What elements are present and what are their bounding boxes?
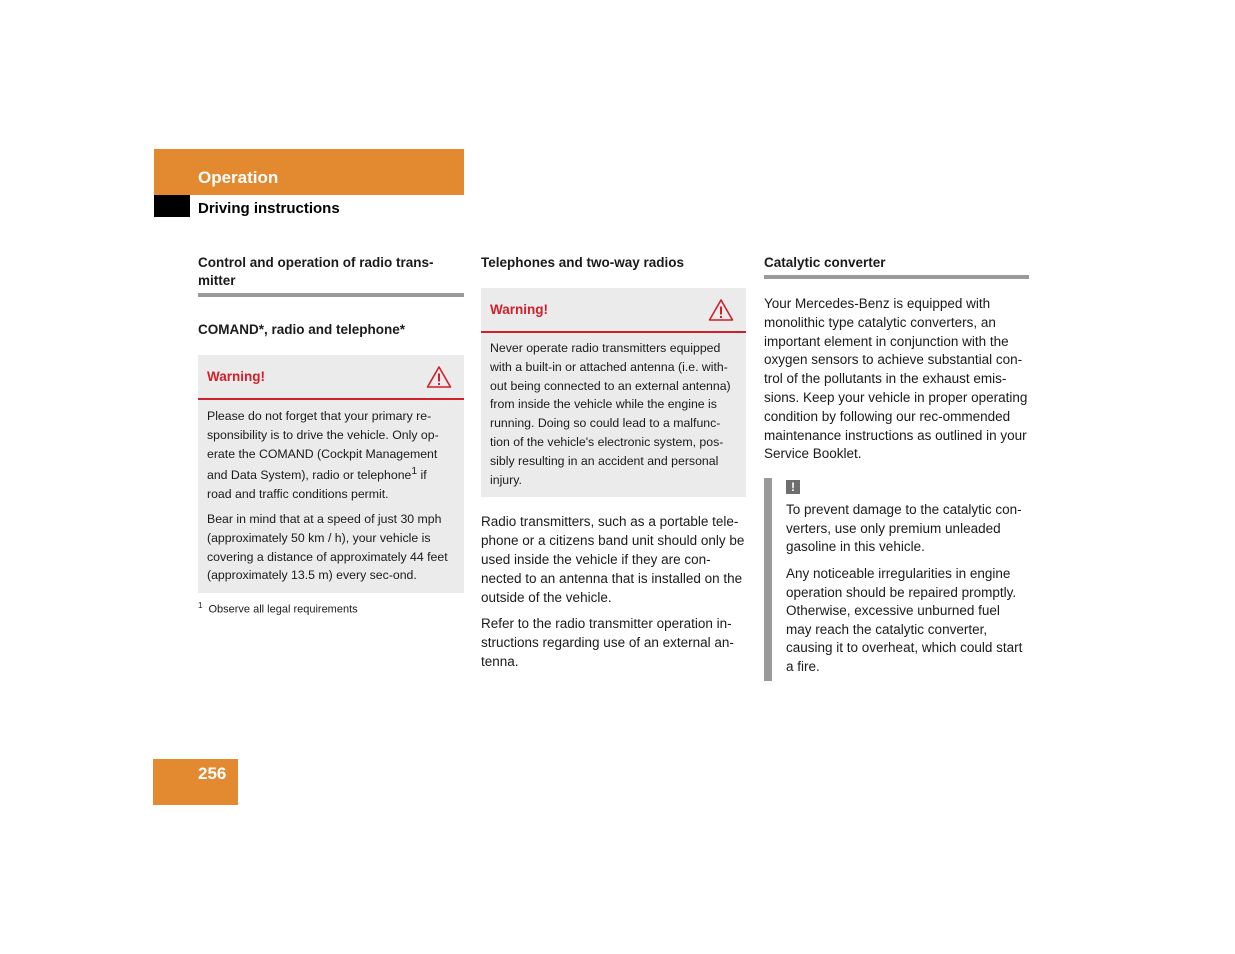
warning-body — [481, 333, 746, 497]
heading-catalytic-converter: Catalytic converter — [764, 254, 1029, 279]
note-box-catalytic — [764, 478, 1029, 680]
heading-radio-transmitter: Control and operation of radio trans-mitter — [198, 254, 464, 297]
footnote-text: Observe all legal requirements — [208, 603, 358, 616]
footnote-mark: 1 — [198, 601, 203, 611]
section-title: Operation — [198, 168, 279, 187]
warning-triangle-icon — [708, 298, 734, 322]
column-radio-transmitter — [198, 254, 464, 617]
footnote-reference: 1 — [411, 466, 418, 478]
warning-text: Please do not forget that your primary re-sponsibility is to drive the vehicle. Only op-erate the COMAND (Cockpit Management and Data System), radio or telephone — [207, 409, 439, 483]
exclamation-box-icon: ! — [786, 480, 800, 494]
warning-title: Warning! — [207, 369, 265, 384]
column-catalytic-converter — [764, 254, 1029, 681]
heading-telephones: Telephones and two-way radios — [481, 255, 685, 270]
warning-box-driving — [198, 355, 464, 593]
subsection-title: Driving instructions — [198, 200, 340, 217]
paragraph-catalytic-intro: Your Mercedes-Benz is equipped with monolithic type catalytic converters, an important element in conjunction with the oxygen sensors to achieve substantial con-trol of the pollutants in the exhaust emis-sions. Keep your vehicle in proper operating condition by following our rec-ommended maintenance instructions as outlined in your Service Booklet. — [764, 296, 1028, 462]
paragraph-radio-transmitters: Radio transmitters, such as a portable tele-phone or a citizens band unit should only be used inside the vehicle if they are con-nected to an antenna that is installed on the outside of the vehicle. — [481, 514, 745, 605]
footnote — [198, 599, 464, 617]
warning-body — [198, 400, 464, 593]
warning-text: if road and traffic conditions permit. — [207, 468, 427, 502]
warning-header — [481, 288, 746, 333]
warning-triangle-icon — [426, 365, 452, 389]
warning-box-transmitters — [481, 288, 746, 497]
column-telephones — [481, 254, 746, 680]
note-paragraph-irregularities: Any noticeable irregularities in engine operation should be repaired promptly. Otherwise, excessive unburned fuel may reach the catalytic converter, causing it to overheat, which could start a fire. — [786, 565, 1023, 674]
warning-paragraph — [207, 407, 454, 504]
warning-paragraph: Never operate radio transmitters equipped with a built-in or attached antenna (i.e. with-out being connected to an external antenna) from inside the vehicle while the engine is running. Doing so could lead to a malfunc-tion of the vehicle's electronic system, pos-sibly resulting in an accident and personal injury. — [490, 341, 731, 487]
paragraph-external-antenna: Refer to the radio transmitter operation in-structions regarding use of an external an-tenna. — [481, 616, 734, 669]
warning-paragraph-speed: Bear in mind that at a speed of just 30 mph (approximately 50 km / h), your vehicle is covering a distance of approximately 44 feet (approximately 13.5 m) every sec-ond. — [207, 512, 448, 583]
warning-header — [198, 355, 464, 400]
page-number: 256 — [198, 764, 227, 783]
note-paragraph-fuel: To prevent damage to the catalytic con-verters, use only premium unleaded gasoline in this vehicle. — [786, 502, 1022, 555]
warning-title: Warning! — [490, 302, 548, 317]
section-marker — [154, 195, 190, 217]
subheading-comand: COMAND*, radio and telephone* — [198, 322, 406, 337]
